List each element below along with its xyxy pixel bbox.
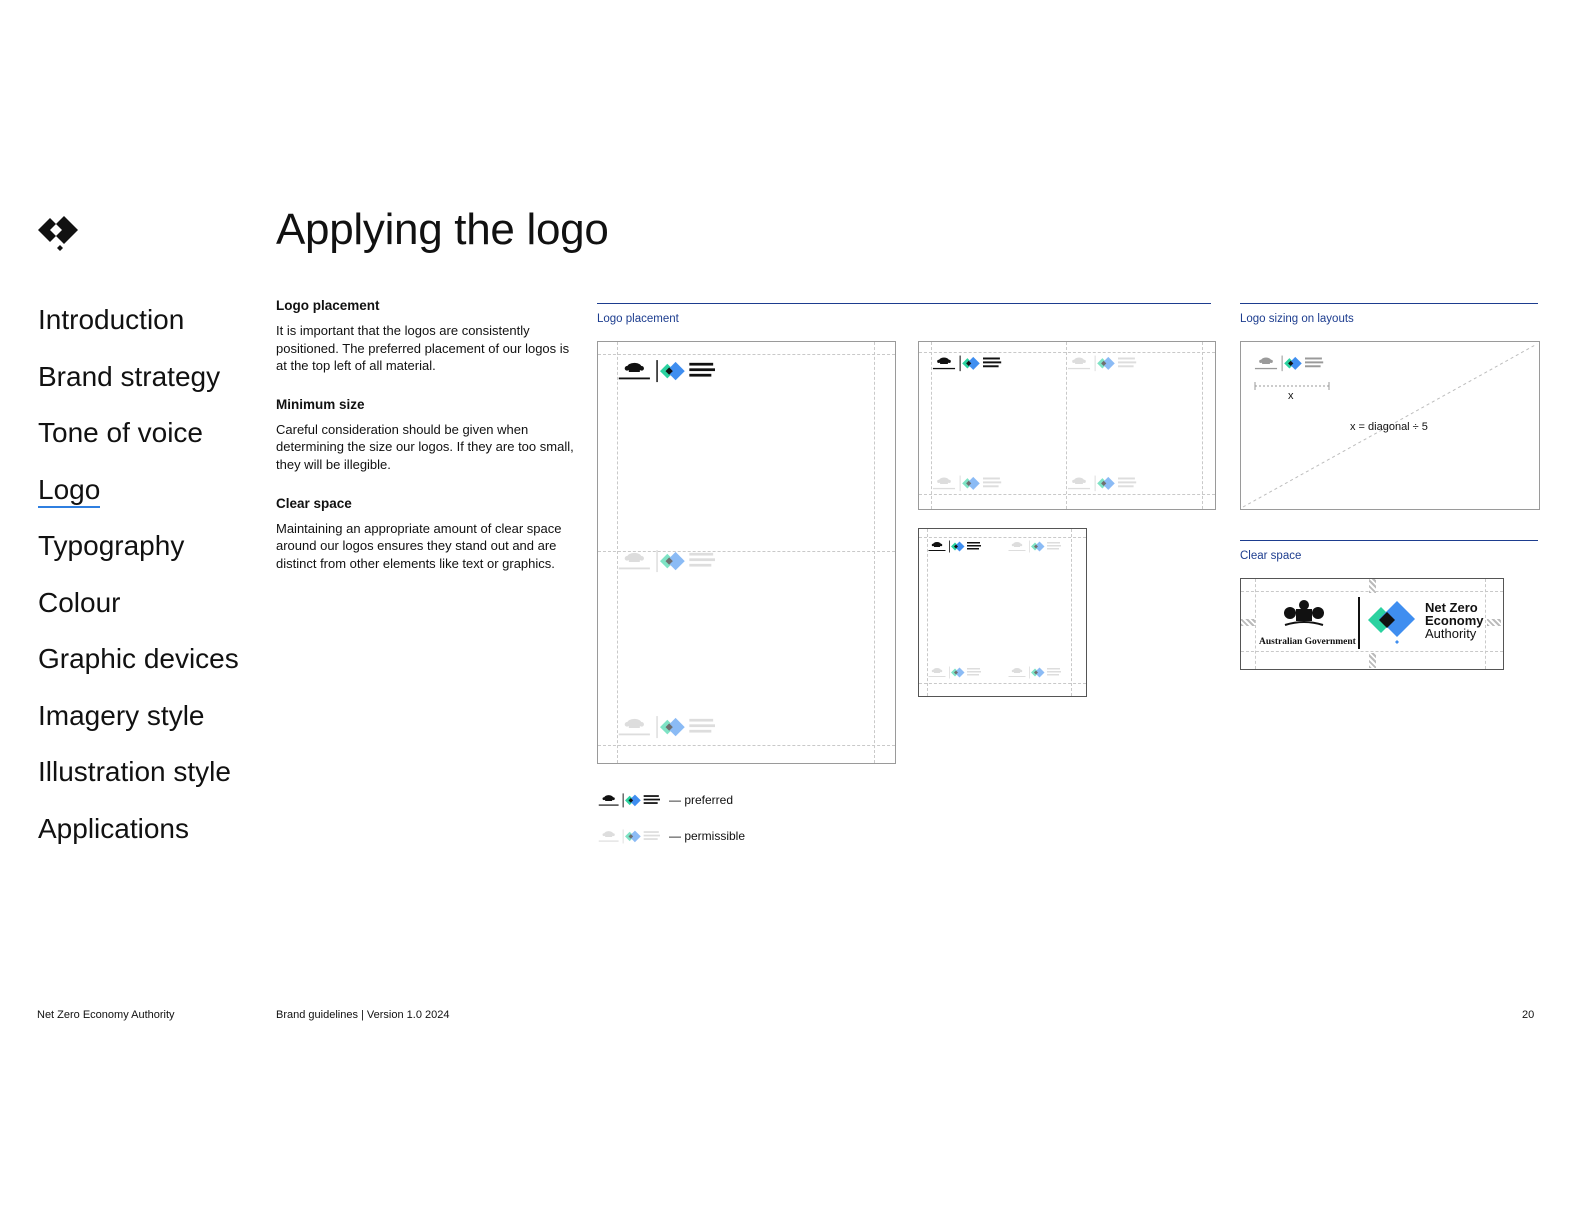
permissible-logo-middle-left [616, 548, 726, 576]
footer-doc: Brand guidelines | Version 1.0 2024 [276, 1009, 450, 1021]
guidance-text [276, 298, 576, 594]
lockup-divider [1358, 597, 1360, 649]
clear-space-example [1240, 578, 1504, 670]
nav-item-graphic-devices[interactable]: Graphic devices [38, 643, 239, 674]
legend-preferred-label: — preferred [669, 793, 734, 807]
preferred-logo-top-left [616, 358, 726, 386]
landscape-layout-example [918, 341, 1216, 510]
clear-space-rule [1240, 540, 1538, 541]
sizing-section-label: Logo sizing on layouts [1240, 313, 1354, 325]
permissible-logo-square-bottom-left [927, 665, 987, 681]
clear-space-marker-right [1487, 619, 1501, 626]
wordmark-line-3: Authority [1425, 626, 1477, 641]
nav-item-imagery-style[interactable]: Imagery style [38, 699, 205, 731]
sizing-formula: x = diagonal ÷ 5 [1350, 421, 1428, 433]
preferred-logo-landscape [931, 354, 1009, 374]
nav-item-applications[interactable]: Applications [38, 812, 189, 844]
square-layout-example [918, 528, 1087, 697]
nzea-wordmark [1425, 601, 1484, 640]
nav-item-illustration-style[interactable]: Illustration style [38, 756, 231, 787]
permissible-logo-sample [597, 828, 667, 846]
sizing-logo [1253, 354, 1331, 374]
placement-body: It is important that the logos are consistently positioned. The preferred placement of our logos is at the top left of all material. [276, 323, 570, 374]
legend-permissible-label: — permissible [669, 829, 746, 843]
permissible-logo-landscape-bottom-right [1066, 474, 1144, 494]
clear-space-marker-top [1369, 579, 1376, 593]
clear-space-marker-left [1241, 619, 1255, 626]
footer-org: Net Zero Economy Authority [37, 1009, 175, 1021]
sizing-rule [1240, 303, 1538, 304]
preferred-logo-sample [597, 792, 667, 810]
permissible-logo-landscape-bottom-left [931, 474, 1009, 494]
minimum-size-guidance [276, 397, 576, 474]
clear-space-body: Maintaining an appropriate amount of clear space around our logos ensures they stand out and are distinct from other elements like text or graphics. [276, 520, 562, 571]
permissible-logo-square-top-right [1007, 539, 1067, 555]
clear-space-heading: Clear space [276, 495, 352, 511]
wordmark-line-1: Net Zero [1425, 600, 1478, 615]
nav-item-colour[interactable]: Colour [38, 586, 121, 618]
placement-heading: Logo placement [276, 298, 380, 313]
minimum-size-body: Careful consideration should be given when determining the size our logos. If they are too small, they will be illegible. [276, 421, 574, 472]
placement-rule [597, 303, 1211, 304]
permissible-logo-square-bottom-right [1007, 665, 1067, 681]
sizing-x-label: x [1288, 390, 1294, 402]
page-title: Applying the logo [276, 205, 609, 254]
sidebar-nav [38, 292, 253, 857]
permissible-logo-bottom-left [616, 714, 726, 742]
government-wordmark: Australian Government [1259, 637, 1356, 647]
clear-space-guidance [276, 496, 576, 573]
nav-item-tone-of-voice[interactable]: Tone of voice [38, 417, 203, 448]
placement-section-label: Logo placement [597, 313, 679, 325]
sizing-layout-example [1240, 341, 1540, 510]
clear-space-section-label: Clear space [1240, 550, 1302, 562]
nav-item-logo[interactable]: Logo [38, 462, 253, 519]
nav-item-introduction[interactable]: Introduction [38, 304, 185, 335]
portrait-layout-example [597, 341, 896, 764]
wordmark-line-2: Economy [1425, 613, 1484, 628]
nzea-diamond-icon [1365, 599, 1421, 647]
permissible-logo-landscape-top-right [1066, 354, 1144, 374]
government-crest-icon [1281, 597, 1327, 631]
page-number: 20 [1522, 1009, 1535, 1021]
nav-item-brand-strategy[interactable]: Brand strategy [38, 360, 221, 392]
clear-space-marker-bottom [1369, 653, 1376, 668]
nav-item-typography[interactable]: Typography [38, 530, 185, 561]
placement-guidance [276, 298, 576, 375]
minimum-size-heading: Minimum size [276, 396, 365, 412]
brand-mark-icon [36, 216, 82, 254]
preferred-logo-square [927, 539, 987, 555]
